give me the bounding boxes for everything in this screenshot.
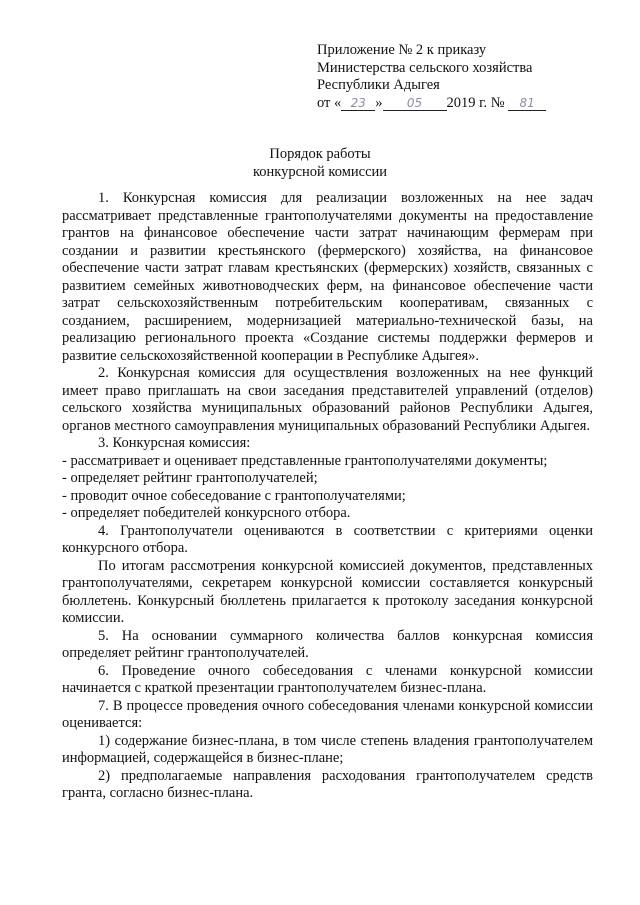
list-item: - определяет победителей конкурсного отбора. (62, 505, 351, 521)
paragraph: По итогам рассмотрения конкурсной комиссией документов, представленных грантополучателями, секретарем конкурсной комиссии составляется конкурсный бюллетень. Конкурсный бюллетень прилагается к протоколу заседания конкурсной комиссии. (62, 557, 593, 626)
document-body (62, 190, 593, 803)
paragraph: 4. Грантополучатели оцениваются в соответствии с критериями оценки конкурсного отбора. (62, 522, 593, 556)
date-month-handwritten: 05 (383, 96, 447, 111)
document-title (0, 146, 640, 181)
header-line-2: Министерства сельского хозяйства (317, 59, 533, 76)
date-mid: » (375, 94, 383, 111)
list-item: - рассматривает и оценивает представленные грантополучателями документы; (62, 452, 548, 469)
paragraph: 2) предполагаемые направления расходования грантополучателем средств гранта, согласно бизнес-плана. (62, 767, 593, 801)
header-line-1: Приложение № 2 к приказу (317, 42, 487, 58)
title-line-1: Порядок работы (269, 146, 371, 162)
date-prefix: от « (317, 94, 342, 111)
list-item: - определяет рейтинг грантополучателей; (62, 470, 318, 486)
paragraph: 1. Конкурсная комиссия для реализации возложенных на нее задач рассматривает представленные грантополучателями документы на предоставление грантов на финансовое обеспечение части затрат начинающим фермерам при создании и развитии крестьянского (фермерского) хозяйства, на финансовое обеспечение части затрат главам крестьянских (фермерских) хозяйств, связанных с развитием семейных животноводческих ферм, на финансовое обеспечение части затрат сельскохозяйственным потребительским кооперативам, связанных с созданием, расширением, модернизацией материально-технической базы, на реализацию регионального проекта «Создание системы поддержки фермеров и развитие сельскохозяйственной кооперации в Республике Адыгея». (62, 190, 593, 364)
date-year: 2019 г. № (446, 94, 505, 111)
header-date-line (317, 95, 607, 113)
paragraph: 7. В процессе проведения очного собеседования членами конкурсной комиссии оценивается: (62, 697, 593, 731)
order-number-handwritten: 81 (508, 96, 546, 111)
header-line-3: Республики Адыгея (317, 77, 440, 93)
appendix-header (317, 42, 607, 112)
date-day-handwritten: 23 (341, 96, 375, 111)
title-line-2: конкурсной комиссии (252, 163, 388, 180)
list-item: - проводит очное собеседование с грантополучателями; (62, 487, 406, 504)
paragraph: 3. Конкурсная комиссия: (98, 435, 251, 451)
paragraph: 2. Конкурсная комиссия для осуществления возложенных на нее функций имеет право приглашать на свои заседания представителей управлений (отделов) сельского хозяйства муниципальных образований районов Республики Адыгея, органов местного самоуправления муниципальных образований Республики Адыгея. (62, 365, 593, 434)
paragraph: 1) содержание бизнес-плана, в том числе степень владения грантополучателем информацией, содержащейся в бизнес-плане; (62, 732, 593, 766)
paragraph: 5. На основании суммарного количества баллов конкурсная комиссия определяет рейтинг грантополучателей. (62, 627, 593, 661)
paragraph: 6. Проведение очного собеседования с членами конкурсной комиссии начинается с краткой презентации грантополучателем бизнес-плана. (62, 662, 593, 696)
